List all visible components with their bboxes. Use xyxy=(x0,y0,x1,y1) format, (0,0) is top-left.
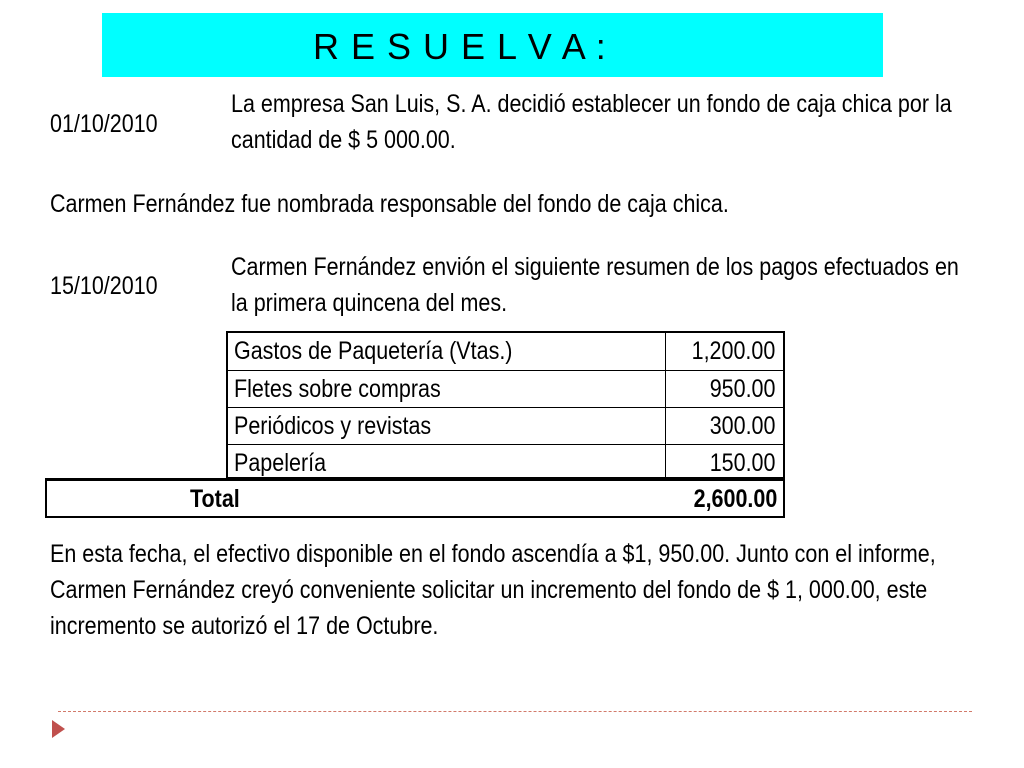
entry-text-2: Carmen Fernández fue nombrada responsable del fondo de caja chica. xyxy=(50,190,729,218)
column-divider xyxy=(665,445,666,481)
footer-divider xyxy=(58,711,972,712)
entry-text-3-line-1: Carmen Fernández envión el siguiente resumen de los pagos efectuados en xyxy=(231,253,959,281)
table-row xyxy=(228,407,783,444)
total-row xyxy=(45,478,785,518)
arrow-right-icon xyxy=(52,720,65,738)
column-divider xyxy=(665,408,666,444)
table-row xyxy=(228,333,783,370)
table-cell-amount: 150.00 xyxy=(709,449,775,477)
table-row xyxy=(228,444,783,481)
entry-text-1-line-1: La empresa San Luis, S. A. decidió establecer un fondo de caja chica por la xyxy=(231,90,952,118)
closing-paragraph-line-3: incremento se autorizó el 17 de Octubre. xyxy=(50,612,439,640)
entry-text-1-line-2: cantidad de $ 5 000.00. xyxy=(231,126,456,154)
table-cell-amount: 1,200.00 xyxy=(691,337,775,365)
table-cell-concept: Periódicos y revistas xyxy=(234,412,432,440)
total-label: Total xyxy=(190,485,240,513)
closing-paragraph-line-2: Carmen Fernández creyó conveniente solicitar un incremento del fondo de $ 1, 000.00, este xyxy=(50,576,928,604)
table-cell-concept: Fletes sobre compras xyxy=(234,375,441,403)
table-cell-amount: 300.00 xyxy=(709,412,775,440)
payments-summary-table xyxy=(226,331,785,479)
column-divider xyxy=(665,333,666,370)
table-row xyxy=(228,370,783,407)
entry-date-1: 01/10/2010 xyxy=(50,110,158,138)
table-cell-concept: Papelería xyxy=(234,449,327,477)
total-amount: 2,600.00 xyxy=(693,485,777,513)
table-cell-concept: Gastos de Paquetería (Vtas.) xyxy=(234,337,513,365)
slide-title: R E S U E L V A : xyxy=(313,26,607,67)
entry-text-3-line-2: la primera quincena del mes. xyxy=(231,289,508,317)
entry-date-3: 15/10/2010 xyxy=(50,272,158,300)
closing-paragraph-line-1: En esta fecha, el efectivo disponible en el fondo ascendía a $1, 950.00. Junto con el informe, xyxy=(50,540,936,568)
column-divider xyxy=(665,371,666,407)
table-cell-amount: 950.00 xyxy=(709,375,775,403)
